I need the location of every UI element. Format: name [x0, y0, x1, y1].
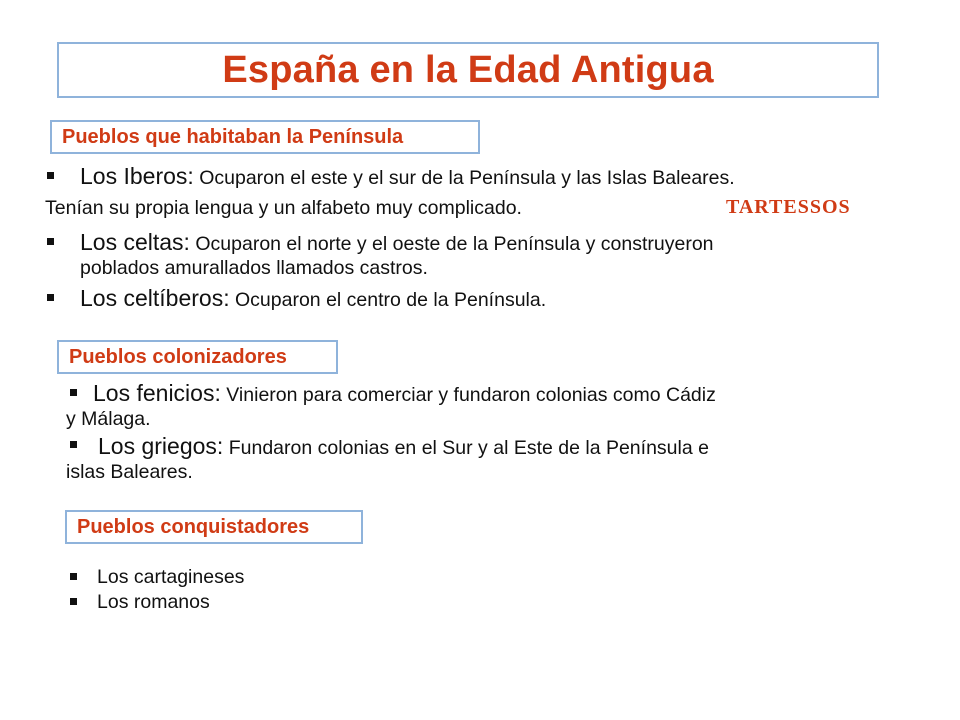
- bullet-icon: [70, 598, 77, 605]
- title-box: [57, 42, 879, 98]
- list-item-romanos: Los romanos: [97, 591, 210, 613]
- section-heading-habitaban: [50, 120, 480, 154]
- item-text-continuation: islas Baleares.: [66, 461, 193, 483]
- item-text: Ocuparon el centro de la Península.: [235, 289, 547, 311]
- list-item-celtas: [80, 230, 714, 256]
- list-item-griegos: [98, 434, 709, 460]
- bullet-icon: [70, 441, 77, 448]
- item-text: Ocuparon el este y el sur de la Península y las Islas Baleares.: [199, 167, 735, 189]
- list-item-fenicios: [93, 381, 716, 407]
- item-text-continuation: poblados amurallados llamados castros.: [80, 257, 428, 279]
- bullet-icon: [70, 389, 77, 396]
- item-text: Vinieron para comerciar y fundaron colonias como Cádiz: [226, 384, 716, 406]
- bullet-icon: [47, 294, 54, 301]
- item-text: Ocuparon el norte y el oeste de la Península y construyeron: [195, 233, 714, 255]
- item-text-continuation: Tenían su propia lengua y un alfabeto muy complicado.: [45, 197, 522, 219]
- list-item-celtiberos: [80, 286, 546, 312]
- bullet-icon: [70, 573, 77, 580]
- item-text-continuation: y Málaga.: [66, 408, 151, 430]
- item-name: Los griegos:: [98, 433, 224, 459]
- section-heading-label: Pueblos colonizadores: [69, 345, 287, 368]
- section-heading-label: Pueblos conquistadores: [77, 515, 310, 538]
- item-name: Los fenicios:: [93, 380, 221, 406]
- section-heading-conquistadores: [65, 510, 363, 544]
- list-item-cartagineses: Los cartagineses: [97, 566, 245, 588]
- bullet-icon: [47, 172, 54, 179]
- item-name: Los Iberos:: [80, 163, 194, 189]
- item-text: Fundaron colonias en el Sur y al Este de la Península e: [228, 437, 709, 459]
- section-heading-label: Pueblos que habitaban la Península: [62, 125, 404, 148]
- bullet-icon: [47, 238, 54, 245]
- section-heading-colonizadores: [57, 340, 338, 374]
- item-name: Los celtas:: [80, 229, 190, 255]
- page-title: España en la Edad Antigua: [222, 48, 714, 91]
- list-item-iberos: [80, 164, 735, 190]
- item-name: Los celtíberos:: [80, 285, 230, 311]
- tartessos-label: TARTESSOS: [726, 196, 851, 218]
